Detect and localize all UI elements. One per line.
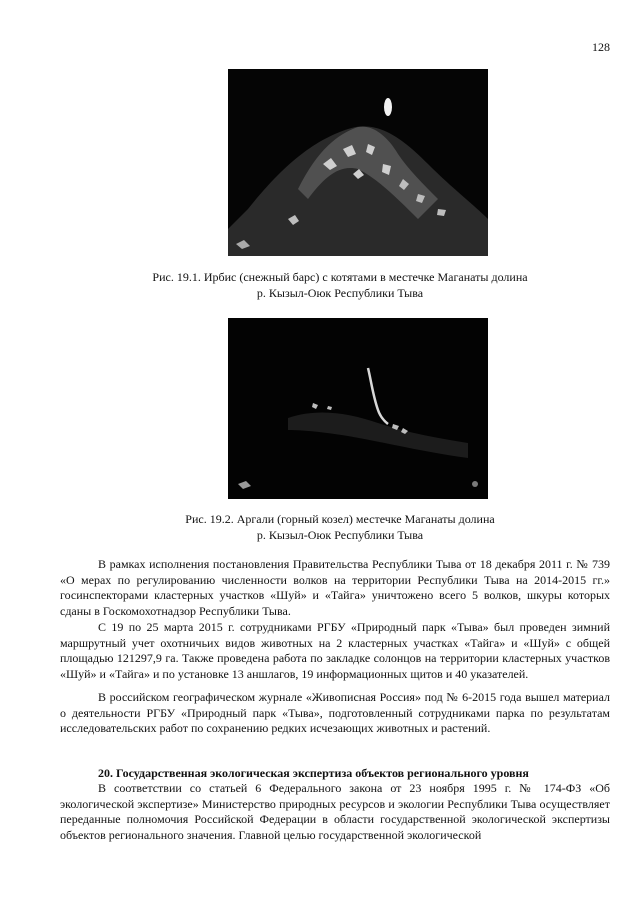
paragraph-text: В соответствии со статьей 6 Федерального закона от 23 ноября 1995 г. № 174-ФЗ «Об экологической экспертизе» Министерство природных ресурсов и экологии Республики Тыва осуществляет переданные полномочия Российской Федерации в области государственной экологической экспертизы объектов регионального значения. Главной целью государственной экологической	[60, 781, 610, 842]
figure-caption-2-line-1: Рис. 19.2. Аргали (горный козел) местечке Маганаты долина	[185, 512, 495, 526]
figure-caption-2	[80, 511, 600, 543]
section-heading: 20. Государственная экологическая экспертиза объектов регионального уровня	[98, 766, 529, 780]
figure-caption-1-line-1: Рис. 19.1. Ирбис (снежный барс) с котятами в местечке Маганаты долина	[152, 270, 528, 284]
paragraph-expertise	[60, 781, 610, 843]
paragraph-winter-count	[60, 620, 610, 682]
figure-caption-2-line-2: р. Кызыл-Оюк Республики Тыва	[256, 528, 424, 542]
photo-argali	[228, 318, 488, 499]
paragraph-wolves	[60, 557, 610, 619]
photo-snow-leopard	[228, 69, 488, 256]
paragraph-text: С 19 по 25 марта 2015 г. сотрудниками РГБУ «Природный парк «Тыва» был проведен зимний маршрутный учет охотничьих видов животных на 2 кластерных участках «Тайга» и «Шуй» с общей площадью 121297,9 га. Также проведена работа по закладке солонцов на территории кластерных участков «Шуй» и «Тайга» и по установке 13 аншлагов, 19 информационных щитов и 40 указателей.	[60, 620, 610, 681]
paragraph-text: В российском географическом журнале «Живописная Россия» под № 6-2015 года вышел материал о деятельности РГБУ «Природный парк «Тыва», подготовленный сотрудниками парка по результатам исследовательских работ по сохранению редких исчезающих животных и растений.	[60, 690, 610, 736]
photo-snow-leopard-image	[228, 69, 488, 256]
paragraph-text: В рамках исполнения постановления Правительства Республики Тыва от 18 декабря 2011 г. № 739 «О мерах по регулированию численности волков на территории Республики Тыва на 2014-2015 гг.» госинспекторами кластерных участков «Шуй» и «Тайга» уничтожено всего 5 волков, шкуры которых сданы в Госкомохотнадзор Республики Тыва.	[60, 557, 610, 618]
figure-caption-1-line-2: р. Кызыл-Оюк Республики Тыва	[256, 286, 424, 300]
photo-argali-image	[228, 318, 488, 499]
page-number: 128	[592, 40, 610, 54]
paragraph-magazine	[60, 690, 610, 737]
figure-caption-1	[80, 269, 600, 301]
